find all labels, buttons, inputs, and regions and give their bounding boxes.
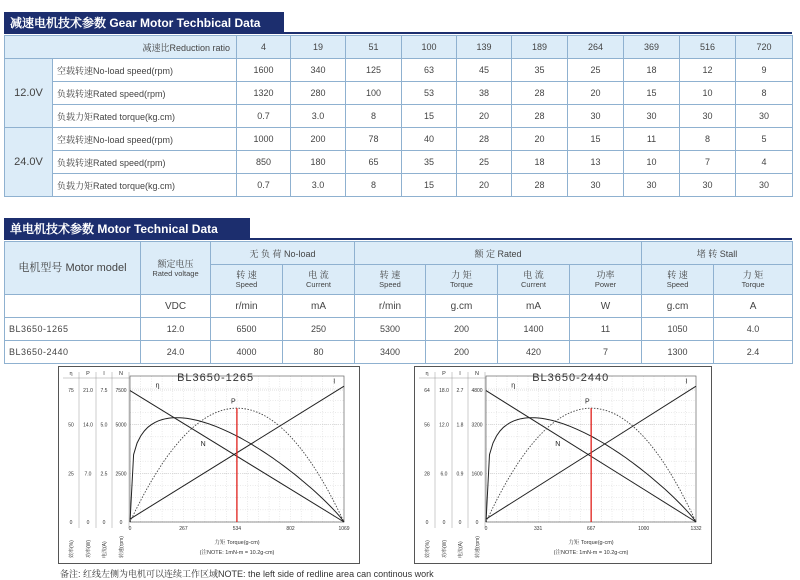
x-tick-label: 1000 (638, 526, 650, 532)
row-label: 空载转速No-load speed(rpm) (53, 128, 237, 151)
current-header (498, 265, 570, 295)
y-tick-label: 18.0 (439, 388, 449, 394)
x-axis-note: (注NOTE: 1mN-m = 10.2g-cm) (553, 550, 629, 556)
value-cell: 20 (512, 128, 568, 151)
value-cell: 5 (736, 128, 793, 151)
y-tick-label: 12.0 (439, 422, 449, 429)
current-header-cn: 电 流 (308, 270, 329, 280)
speed-header-en: Speed (235, 280, 258, 289)
power-header-cn: 功率 (596, 270, 615, 280)
y-tick-label: 5.0 (100, 422, 108, 429)
chart-title: BL3650-2440 (532, 372, 610, 384)
current-header-en: Current (305, 280, 331, 289)
value-cell: 3.0 (291, 105, 346, 128)
chart-frame (415, 367, 712, 564)
value-cell: 13 (568, 151, 624, 174)
value-cell: 850 (237, 151, 291, 174)
motor-value-cell: 3400 (355, 341, 426, 364)
model-header: 电机型号 Motor model (5, 242, 141, 295)
y-tick-label: 2.5 (100, 471, 108, 478)
rated-group-header: 额 定 Rated (355, 242, 642, 265)
power-label: P (231, 398, 236, 406)
motor-value-cell: 200 (426, 318, 498, 341)
axis-unit: 功率(W) (86, 539, 92, 558)
y-tick-label: 14.0 (83, 422, 93, 429)
value-cell: 78 (346, 128, 402, 151)
x-tick-label: 534 (232, 526, 242, 532)
gear-section-rule (4, 32, 792, 34)
gear-section-title: 减速电机技术参数 Gear Motor Techbical Data (4, 12, 284, 34)
y-tick-label: 7.0 (84, 471, 92, 478)
ratio-cell: 720 (736, 36, 793, 59)
ratio-cell: 100 (402, 36, 457, 59)
voltage-cell: 24.0V (5, 128, 53, 197)
y-tick-label: 1.8 (456, 422, 464, 429)
speed-label: N (555, 441, 561, 449)
unit-cell: mA (283, 295, 355, 318)
y-tick-label: 6.0 (440, 471, 448, 478)
value-cell: 3.0 (291, 174, 346, 197)
ratio-label: 减速比Reduction ratio (5, 36, 237, 59)
value-cell: 1600 (237, 59, 291, 82)
current-header-en: Current (520, 280, 546, 289)
value-cell: 30 (680, 105, 736, 128)
chart-title: BL3650-1265 (177, 372, 255, 384)
value-cell: 20 (457, 105, 512, 128)
motor-value-cell: 6500 (211, 318, 283, 341)
motor-value-cell: 4.0 (714, 318, 793, 341)
axis-unit: 电流(A) (102, 541, 108, 558)
axis-header: I (459, 371, 461, 377)
value-cell: 15 (568, 128, 624, 151)
voltage-header-cn: 额定电压 (157, 258, 194, 269)
y-tick-label: 50 (68, 422, 74, 429)
speed-header-cn: 转 速 (379, 270, 401, 280)
axis-header: N (475, 371, 479, 377)
ratio-cell: 19 (291, 36, 346, 59)
motor-value-cell: 1400 (498, 318, 570, 341)
value-cell: 25 (568, 59, 624, 82)
speed-header-cn: 转 速 (236, 270, 257, 280)
value-cell: 20 (457, 174, 512, 197)
y-tick-label: 64 (424, 388, 430, 394)
x-tick-label: 0 (128, 526, 132, 532)
torque-header-en: Torque (741, 280, 765, 289)
row-label: 空载转速No-load speed(rpm) (53, 59, 237, 82)
y-tick-label: 0 (458, 520, 462, 526)
motor-value-cell: 5300 (355, 318, 426, 341)
torque-header (426, 265, 498, 295)
row-label: 负载力矩Rated torque(kg.cm) (53, 174, 237, 197)
speed-label: N (200, 441, 206, 449)
value-cell: 8 (346, 105, 402, 128)
performance-chart-2440 (414, 366, 712, 564)
value-cell: 35 (512, 59, 568, 82)
voltage-header (141, 242, 211, 295)
x-axis-title: 力矩 Torque(g-cm) (214, 540, 260, 546)
current-label: I (333, 378, 336, 386)
current-header-cn: 电 流 (523, 270, 544, 280)
axis-unit: 电流(A) (458, 541, 464, 558)
x-tick-label: 267 (179, 526, 188, 532)
axis-header: η (425, 371, 429, 377)
y-tick-label: 7.5 (100, 388, 108, 394)
unit-cell: A (714, 295, 793, 318)
y-tick-label: 0 (102, 520, 106, 526)
motor-value-cell: 250 (283, 318, 355, 341)
axis-unit: 效率(%) (425, 540, 431, 558)
gear-table (4, 35, 793, 197)
performance-chart-1265 (58, 366, 360, 564)
y-tick-label: 0 (425, 520, 429, 526)
value-cell: 30 (568, 105, 624, 128)
row-label: 负载转速Rated speed(rpm) (53, 151, 237, 174)
value-cell: 10 (680, 82, 736, 105)
y-tick-label: 21.0 (83, 388, 93, 394)
axis-unit: 功率(W) (442, 539, 448, 558)
axis-header: P (86, 371, 90, 377)
axis-unit: 转速(rpm) (119, 536, 125, 558)
motor-value-cell: 7 (570, 341, 642, 364)
y-tick-label: 0 (475, 520, 479, 526)
value-cell: 125 (346, 59, 402, 82)
value-cell: 28 (512, 82, 568, 105)
model-cell: BL3650-2440 (5, 341, 141, 364)
value-cell: 28 (457, 128, 512, 151)
row-label: 负载力矩Rated torque(kg.cm) (53, 105, 237, 128)
axis-unit: 转速(rpm) (475, 536, 481, 558)
value-cell: 30 (680, 174, 736, 197)
motor-value-cell: 24.0 (141, 341, 211, 364)
unit-cell: r/min (211, 295, 283, 318)
unit-cell: g.cm (426, 295, 498, 318)
motor-value-cell: 200 (426, 341, 498, 364)
y-tick-label: 0.9 (456, 471, 464, 478)
value-cell: 65 (346, 151, 402, 174)
value-cell: 30 (736, 174, 793, 197)
stall-group-header: 堵 转 Stall (642, 242, 793, 265)
value-cell: 200 (291, 128, 346, 151)
noload-group-header: 无 负 荷 No-load (211, 242, 355, 265)
value-cell: 4 (736, 151, 793, 174)
efficiency-label: η (155, 382, 160, 390)
value-cell: 30 (736, 105, 793, 128)
value-cell: 11 (624, 128, 680, 151)
motor-value-cell: 11 (570, 318, 642, 341)
torque-header (714, 265, 793, 295)
value-cell: 180 (291, 151, 346, 174)
y-tick-label: 0 (86, 520, 90, 526)
value-cell: 10 (624, 151, 680, 174)
unit-cell: VDC (141, 295, 211, 318)
voltage-header-en: Rated voltage (152, 268, 199, 278)
x-tick-label: 0 (484, 526, 488, 532)
speed-header (355, 265, 426, 295)
axis-header: I (103, 371, 105, 377)
y-tick-label: 1600 (471, 471, 483, 478)
x-tick-label: 802 (286, 526, 295, 532)
y-tick-label: 56 (424, 422, 430, 429)
torque-header-cn: 力 矩 (742, 270, 764, 280)
power-label: P (585, 398, 590, 406)
y-tick-label: 4800 (471, 388, 483, 394)
unit-cell: r/min (355, 295, 426, 318)
value-cell: 30 (624, 105, 680, 128)
y-tick-label: 5000 (115, 422, 127, 429)
value-cell: 53 (402, 82, 457, 105)
voltage-cell: 12.0V (5, 59, 53, 128)
unit-cell (5, 295, 141, 318)
y-tick-label: 0 (442, 520, 446, 526)
value-cell: 0.7 (237, 105, 291, 128)
value-cell: 100 (346, 82, 402, 105)
axis-header: N (119, 371, 123, 377)
ratio-cell: 369 (624, 36, 680, 59)
speed-header-en: Speed (666, 280, 689, 289)
unit-cell: g.cm (642, 295, 714, 318)
value-cell: 30 (568, 174, 624, 197)
motor-value-cell: 4000 (211, 341, 283, 364)
ratio-cell: 139 (457, 36, 512, 59)
axis-header: P (442, 371, 446, 377)
ratio-cell: 4 (237, 36, 291, 59)
value-cell: 12 (680, 59, 736, 82)
value-cell: 20 (568, 82, 624, 105)
value-cell: 15 (624, 82, 680, 105)
x-tick-label: 331 (534, 526, 543, 532)
power-header (570, 265, 642, 295)
motor-section-rule (4, 238, 792, 240)
speed-header-cn: 转 速 (667, 270, 688, 280)
ratio-cell: 264 (568, 36, 624, 59)
torque-header-cn: 力 矩 (451, 270, 472, 280)
torque-header-en: Torque (450, 280, 473, 289)
value-cell: 1000 (237, 128, 291, 151)
y-tick-label: 3200 (471, 422, 483, 429)
axis-header: η (69, 371, 73, 377)
axis-unit: 效率(%) (69, 540, 75, 558)
value-cell: 45 (457, 59, 512, 82)
value-cell: 28 (512, 174, 568, 197)
y-tick-label: 2.7 (456, 388, 464, 394)
motor-table (4, 241, 793, 364)
y-tick-label: 7500 (115, 388, 127, 394)
motor-value-cell: 420 (498, 341, 570, 364)
value-cell: 8 (736, 82, 793, 105)
y-tick-label: 25 (68, 471, 74, 478)
y-tick-label: 0 (119, 520, 123, 526)
ratio-cell: 516 (680, 36, 736, 59)
value-cell: 7 (680, 151, 736, 174)
x-tick-label: 1069 (338, 526, 350, 532)
y-tick-label: 0 (69, 520, 73, 526)
speed-header (642, 265, 714, 295)
efficiency-label: η (511, 382, 516, 390)
value-cell: 0.7 (237, 174, 291, 197)
motor-value-cell: 1050 (642, 318, 714, 341)
motor-value-cell: 80 (283, 341, 355, 364)
value-cell: 8 (346, 174, 402, 197)
unit-cell: W (570, 295, 642, 318)
value-cell: 38 (457, 82, 512, 105)
row-label: 负载转速Rated speed(rpm) (53, 82, 237, 105)
value-cell: 63 (402, 59, 457, 82)
motor-value-cell: 2.4 (714, 341, 793, 364)
ratio-cell: 51 (346, 36, 402, 59)
chart-frame (59, 367, 360, 564)
value-cell: 15 (402, 174, 457, 197)
value-cell: 40 (402, 128, 457, 151)
y-tick-label: 28 (424, 471, 430, 478)
x-axis-title: 力矩 Torque(g-cm) (568, 540, 614, 546)
value-cell: 30 (624, 174, 680, 197)
unit-cell: mA (498, 295, 570, 318)
value-cell: 18 (624, 59, 680, 82)
motor-section-title: 单电机技术参数 Motor Technical Data (4, 218, 250, 240)
value-cell: 15 (402, 105, 457, 128)
x-axis-note: (注NOTE: 1mN-m = 10.2g-cm) (199, 550, 275, 556)
value-cell: 340 (291, 59, 346, 82)
motor-value-cell: 1300 (642, 341, 714, 364)
value-cell: 8 (680, 128, 736, 151)
value-cell: 280 (291, 82, 346, 105)
y-tick-label: 75 (68, 388, 74, 394)
value-cell: 18 (512, 151, 568, 174)
y-tick-label: 2500 (115, 471, 127, 478)
value-cell: 35 (402, 151, 457, 174)
current-header (283, 265, 355, 295)
ratio-cell: 189 (512, 36, 568, 59)
footnote: 备注: 红线左侧为电机可以连续工作区域NOTE: the left side of redline area can continous work (60, 569, 434, 579)
value-cell: 1320 (237, 82, 291, 105)
value-cell: 25 (457, 151, 512, 174)
speed-header (211, 265, 283, 295)
value-cell: 28 (512, 105, 568, 128)
value-cell: 9 (736, 59, 793, 82)
speed-header-en: Speed (379, 280, 401, 289)
power-header-en: Power (594, 280, 617, 289)
x-tick-label: 667 (586, 526, 596, 532)
model-cell: BL3650-1265 (5, 318, 141, 341)
motor-value-cell: 12.0 (141, 318, 211, 341)
x-tick-label: 1332 (690, 526, 702, 532)
current-label: I (685, 378, 688, 386)
